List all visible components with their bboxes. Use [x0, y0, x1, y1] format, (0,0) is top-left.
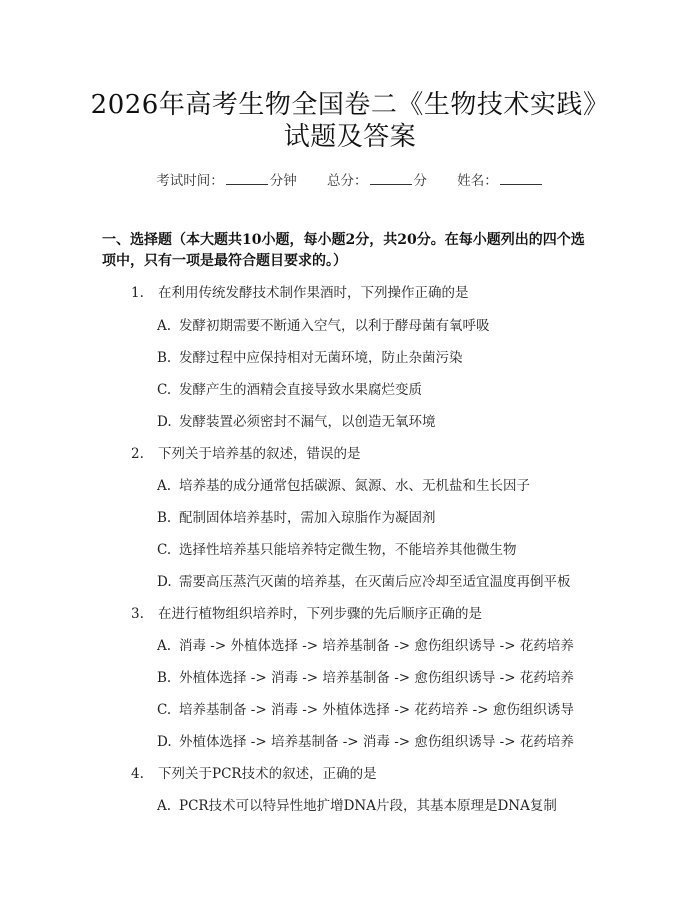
option-text: 外植体选择 -> 培养基制备 -> 消毒 -> 愈伤组织诱导 -> 花药培养 — [179, 734, 574, 750]
total-score-field — [327, 173, 427, 189]
section-heading-line-2: 项中，只有一项是最符合题目要求的。） — [102, 253, 347, 269]
question-number: 3. — [131, 606, 144, 622]
question-2-option-d — [157, 570, 571, 590]
total-score-unit: 分 — [413, 173, 427, 189]
option-text: 发酵过程中应保持相对无菌环境，防止杂菌污染 — [179, 350, 463, 366]
option-text: 发酵装置必须密封不漏气，以创造无氧环境 — [179, 414, 436, 430]
option-text: 需要高压蒸汽灭菌的培养基，在灭菌后应冷却至适宜温度再倒平板 — [179, 574, 571, 590]
question-3-option-a — [157, 634, 574, 654]
name-blank — [500, 172, 542, 185]
question-number: 1. — [131, 285, 144, 301]
option-letter: D. — [157, 734, 172, 750]
section-heading-line-1: 一、选择题（本大题共10小题，每小题2分，共20分。在每小题列出的四个选 — [102, 232, 585, 248]
question-stem: 在利用传统发酵技术制作果酒时，下列操作正确的是 — [158, 285, 469, 301]
option-text: 培养基的成分通常包括碳源、氮源、水、无机盐和生长因子 — [179, 478, 530, 494]
question-4 — [131, 762, 377, 782]
question-3-option-b — [157, 666, 574, 686]
name-field — [457, 173, 544, 189]
option-letter: A. — [157, 318, 172, 334]
option-text: 消毒 -> 外植体选择 -> 培养基制备 -> 愈伤组织诱导 -> 花药培养 — [179, 638, 574, 654]
option-letter: C. — [157, 382, 172, 398]
question-stem: 在进行植物组织培养时，下列步骤的先后顺序正确的是 — [158, 606, 482, 622]
option-letter: B. — [157, 510, 172, 526]
exam-time-label: 考试时间： — [156, 173, 224, 189]
exam-title-line-2: 试题及答案 — [283, 122, 417, 152]
name-label: 姓名： — [457, 173, 498, 189]
option-letter: B. — [157, 670, 172, 686]
exam-title-line-1: 2026年高考生物全国卷二《生物技术实践》 — [90, 90, 610, 120]
question-1 — [131, 281, 469, 301]
question-3-option-d — [157, 730, 574, 750]
question-1-option-b — [157, 346, 463, 366]
exam-time-field — [156, 173, 297, 189]
question-2 — [131, 442, 361, 462]
option-text: 发酵产生的酒精会直接导致水果腐烂变质 — [179, 382, 422, 398]
question-1-option-c — [157, 378, 422, 398]
exam-meta-line — [0, 169, 700, 189]
question-stem: 下列关于培养基的叙述，错误的是 — [158, 446, 361, 462]
total-score-label: 总分： — [327, 173, 368, 189]
option-letter: D. — [157, 574, 172, 590]
option-letter: B. — [157, 350, 172, 366]
option-letter: A. — [157, 638, 172, 654]
option-letter: A. — [157, 478, 172, 494]
option-text: 选择性培养基只能培养特定微生物，不能培养其他微生物 — [179, 542, 517, 558]
option-text: 配制固体培养基时，需加入琼脂作为凝固剂 — [179, 510, 436, 526]
question-3 — [131, 602, 482, 622]
option-letter: D. — [157, 414, 172, 430]
question-2-option-a — [157, 474, 530, 494]
option-text: 发酵初期需要不断通入空气，以利于酵母菌有氧呼吸 — [179, 318, 490, 334]
option-letter: A. — [157, 798, 172, 814]
question-1-option-d — [157, 410, 436, 430]
question-number: 2. — [131, 446, 144, 462]
option-text: 培养基制备 -> 消毒 -> 外植体选择 -> 花药培养 -> 愈伤组织诱导 — [179, 702, 574, 718]
question-1-option-a — [157, 314, 490, 334]
question-2-option-b — [157, 506, 436, 526]
question-stem: 下列关于PCR技术的叙述，正确的是 — [158, 766, 377, 782]
question-number: 4. — [131, 766, 144, 782]
exam-time-blank — [226, 172, 268, 185]
question-3-option-c — [157, 698, 574, 718]
option-letter: C. — [157, 702, 172, 718]
question-2-option-c — [157, 538, 517, 558]
option-letter: C. — [157, 542, 172, 558]
total-score-blank — [370, 172, 412, 185]
option-text: 外植体选择 -> 消毒 -> 培养基制备 -> 愈伤组织诱导 -> 花药培养 — [179, 670, 574, 686]
question-4-option-a — [157, 794, 557, 814]
exam-time-unit: 分钟 — [269, 173, 297, 189]
option-text: PCR技术可以特异性地扩增DNA片段，其基本原理是DNA复制 — [179, 798, 557, 814]
